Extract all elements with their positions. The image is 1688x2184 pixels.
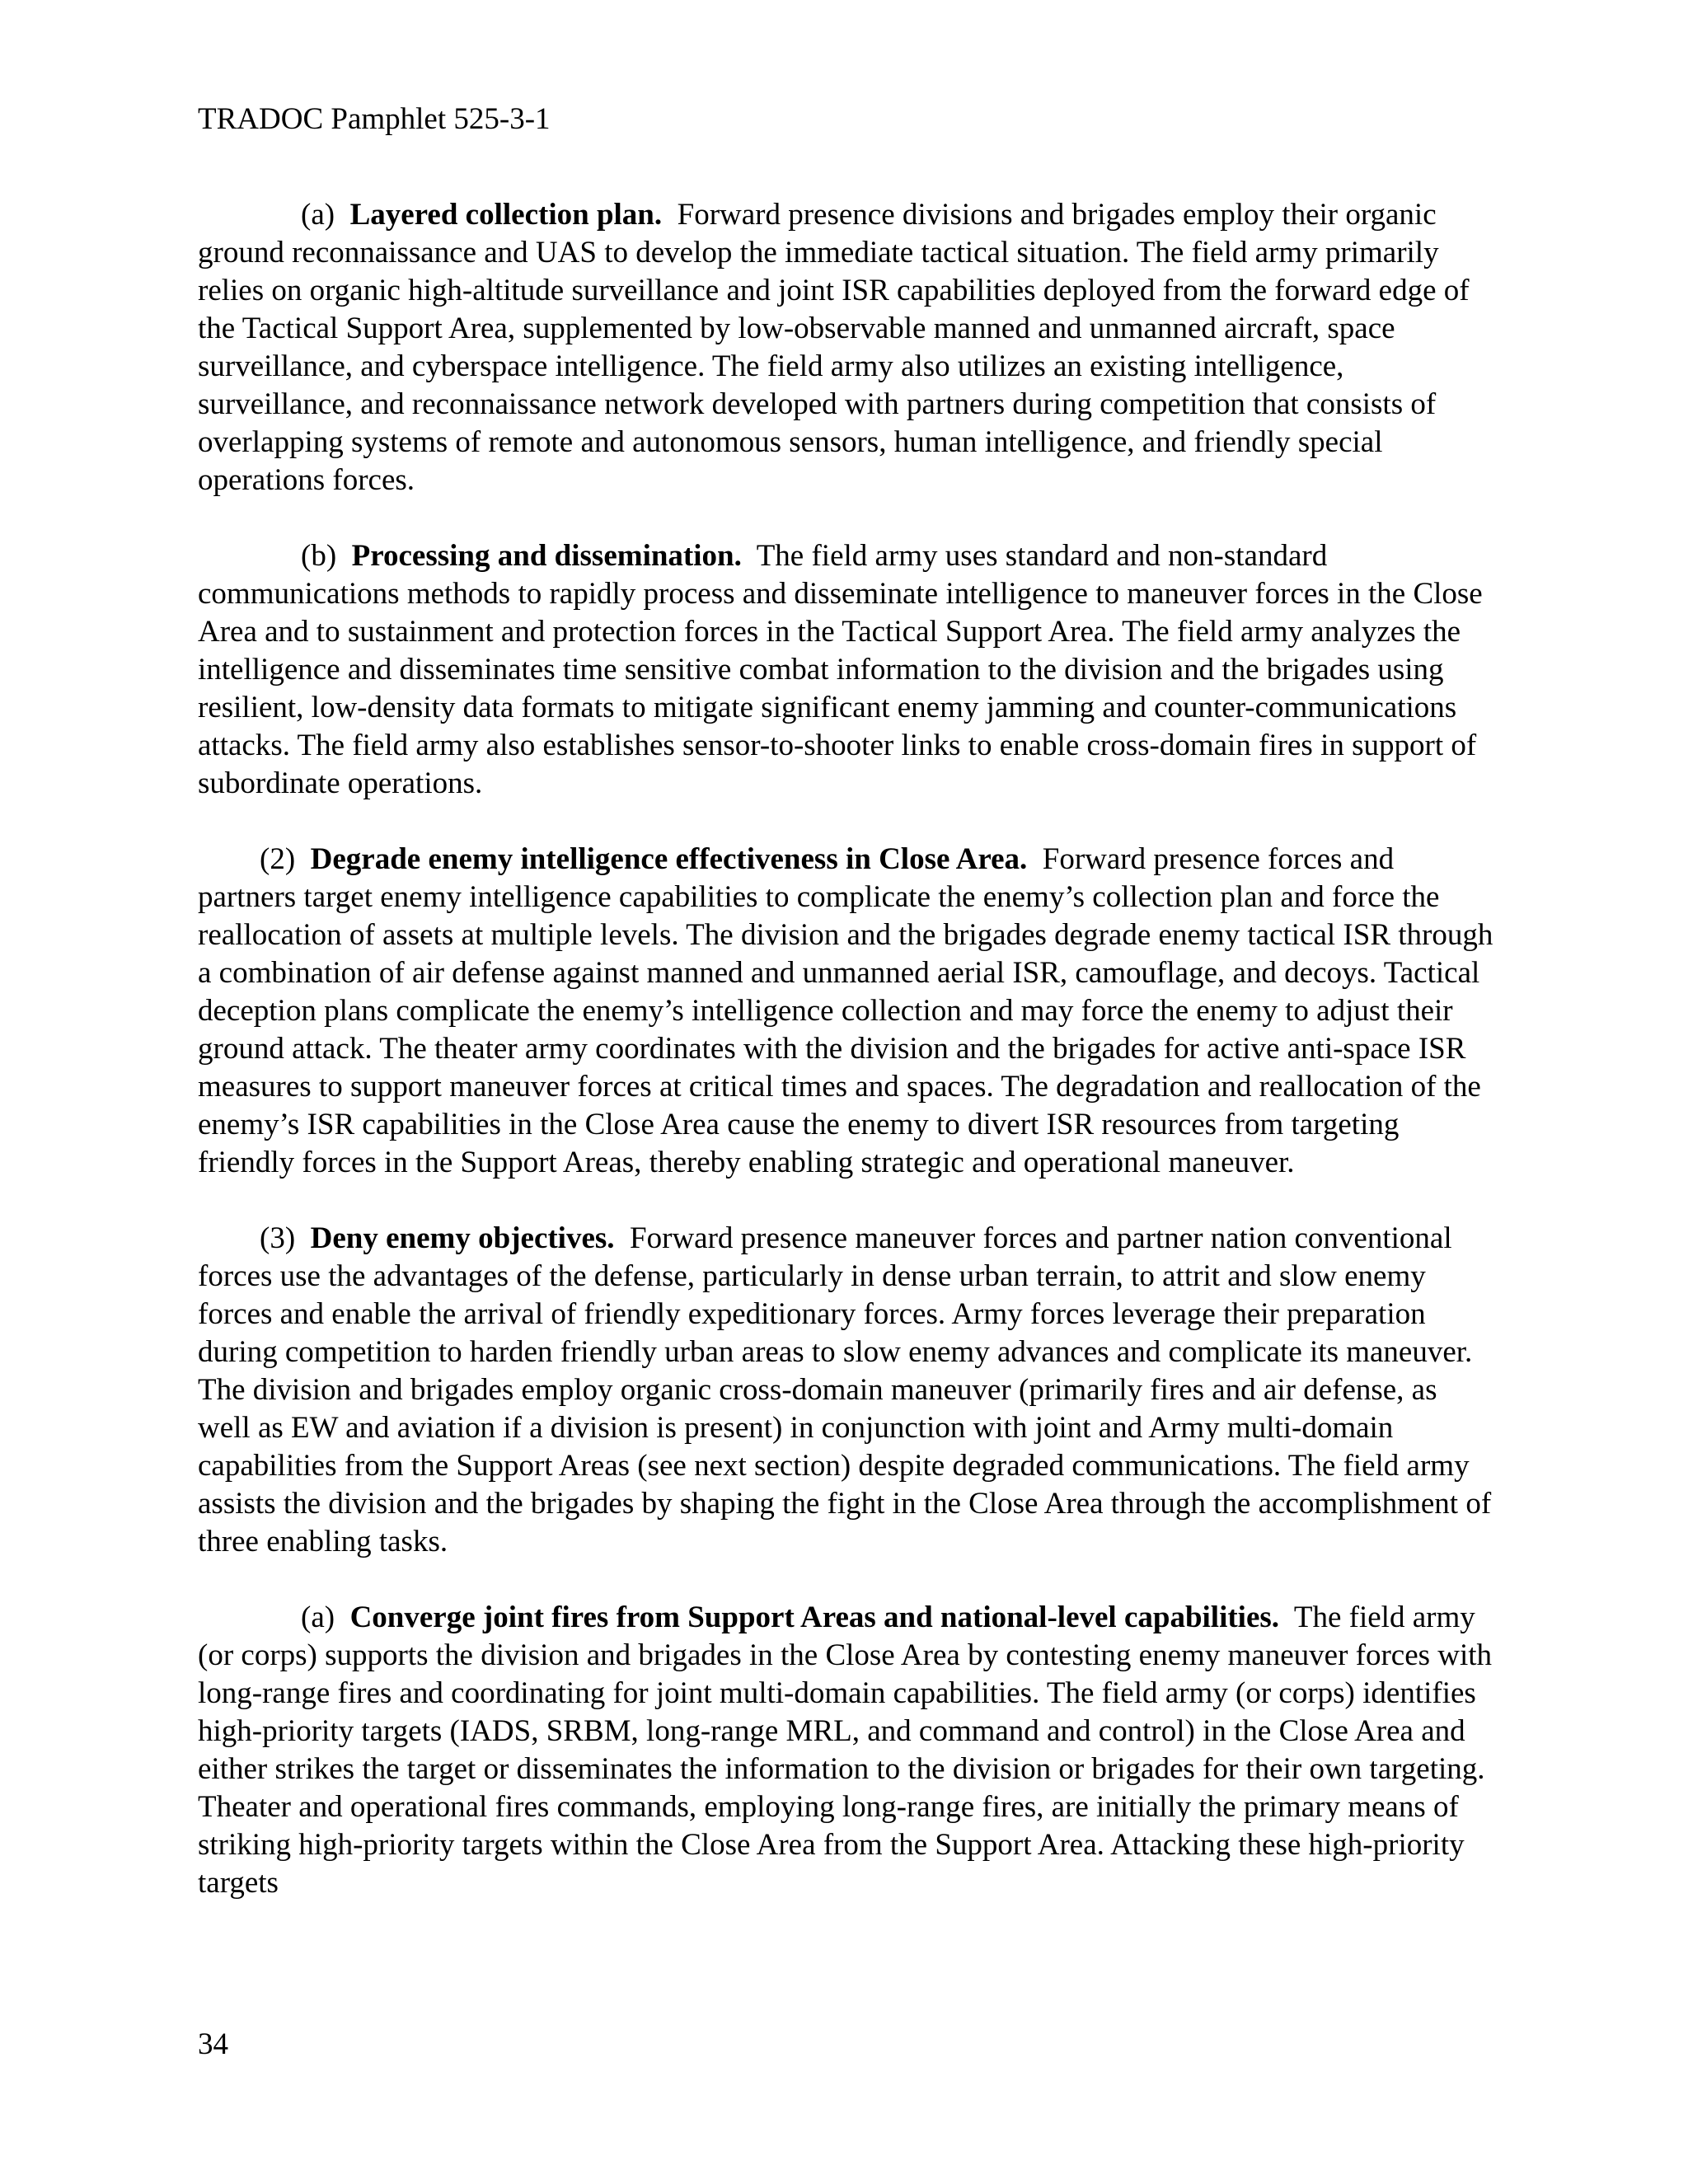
paragraph-marker: (2) (260, 842, 296, 876)
paragraph-heading: Layered collection plan. (349, 198, 663, 232)
paragraph-marker: (a) (301, 1601, 335, 1634)
document-body (198, 196, 1497, 1940)
paragraph-text: Forward presence divisions and brigades employ their organic ground reconnaissance and UAS to develop the immediate tactical situation. The field army primarily relies on organic high-altitude surveillance and joint ISR capabilities deployed from the forward edge of the Tactical Support Area, supplemented by low-observable manned and unmanned aircraft, space surveillance, and cyberspace intelligence. The field army also utilizes an existing intelligence, surveillance, and reconnaissance network developed with partners during competition that consists of overlapping systems of remote and autonomous sensors, human intelligence, and friendly special operations forces. (198, 198, 1470, 497)
paragraph-deny-enemy-objectives (198, 1220, 1497, 1561)
paragraph-heading: Processing and dissemination. (351, 539, 742, 573)
paragraph-text: Forward presence forces and partners target enemy intelligence capabilities to complicate the enemy’s collection plan and force the reallocation of assets at multiple levels. The division and the brigades degrade enemy tactical ISR through a combination of air defense against manned and unmanned aerial ISR, camouflage, and decoys. Tactical deception plans complicate the enemy’s intelligence collection and may force the enemy to adjust their ground attack. The theater army coordinates with the division and the brigades for active anti-space ISR measures to support maneuver forces at critical times and spaces. The degradation and reallocation of the enemy’s ISR capabilities in the Close Area cause the enemy to divert ISR resources from targeting friendly forces in the Support Areas, thereby enabling strategic and operational maneuver. (198, 842, 1493, 1179)
paragraph-text: Forward presence maneuver forces and partner nation conventional forces use the advantages of the defense, particularly in dense urban terrain, to attrit and slow enemy forces and enable the arrival of friendly expeditionary forces. Army forces leverage their preparation during competition to harden friendly urban areas to slow enemy advances and complicate its maneuver. The division and brigades employ organic cross-domain maneuver (primarily fires and air defense, as well as EW and aviation if a division is present) in conjunction with joint and Army multi-domain capabilities from the Support Areas (see next section) despite degraded communications. The field army assists the division and the brigades by shaping the fight in the Close Area through the accomplishment of three enabling tasks. (198, 1221, 1492, 1558)
paragraph-heading: Converge joint fires from Support Areas and national-level capabilities. (349, 1601, 1280, 1634)
paragraph-degrade-enemy-intelligence (198, 841, 1497, 1182)
paragraph-marker: (a) (301, 198, 335, 232)
document-header: TRADOC Pamphlet 525-3-1 (198, 102, 551, 136)
paragraph-heading: Deny enemy objectives. (310, 1221, 615, 1255)
paragraph-text: The field army uses standard and non-standard communications methods to rapidly process and disseminate intelligence to maneuver forces in the Close Area and to sustainment and protection forces in the Tactical Support Area. The field army analyzes the intelligence and disseminates time sensitive combat information to the division and the brigades using resilient, low-density data formats to mitigate significant enemy jamming and counter-communications attacks. The field army also establishes sensor-to-shooter links to enable cross-domain fires in support of subordinate operations. (198, 539, 1483, 800)
paragraph-processing-and-dissemination (198, 537, 1497, 803)
paragraph-heading: Degrade enemy intelligence effectiveness in Close Area. (310, 842, 1028, 876)
paragraph-marker: (3) (260, 1221, 296, 1255)
paragraph-text: The field army (or corps) supports the division and brigades in the Close Area by contesting enemy maneuver forces with long-range fires and coordinating for joint multi-domain capabilities. The field army (or corps) identifies high-priority targets (IADS, SRBM, long-range MRL, and command and control) in the Close Area and either strikes the target or disseminates the information to the division or brigades for their own targeting. Theater and operational fires commands, employing long-range fires, are initially the primary means of striking high-priority targets within the Close Area from the Support Area. Attacking these high-priority targets (198, 1601, 1493, 1900)
paragraph-converge-joint-fires (198, 1599, 1497, 1902)
page-number: 34 (198, 2027, 228, 2061)
paragraph-marker: (b) (301, 539, 337, 573)
paragraph-layered-collection-plan (198, 196, 1497, 499)
